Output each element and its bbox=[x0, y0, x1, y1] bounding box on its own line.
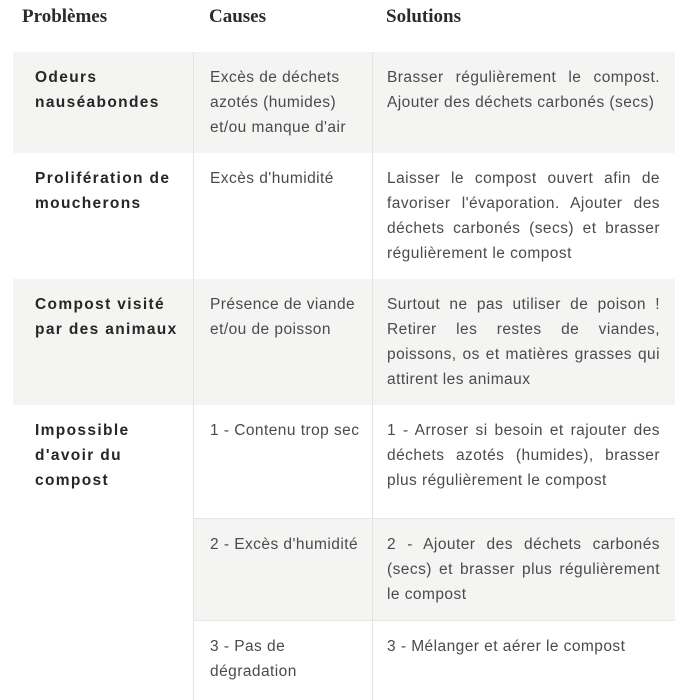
row-left-gutter bbox=[0, 52, 13, 153]
table-row bbox=[0, 52, 675, 153]
cell-solution: 1 - Arroser si besoin et rajouter des déchets azotés (humides), brasser plus régulièrement le compost bbox=[372, 405, 675, 518]
cell-solution: Surtout ne pas utiliser de poison ! Retirer les restes de viandes, poissons, os et matières grasses qui attirent les animaux bbox=[372, 279, 675, 405]
cell-solution: 3 - Mélanger et aérer le compost bbox=[372, 620, 675, 700]
row-left-gutter bbox=[0, 153, 13, 279]
cell-probleme bbox=[13, 620, 193, 700]
row-left-gutter bbox=[0, 620, 13, 700]
table-row bbox=[0, 620, 675, 700]
cell-cause: 2 - Excès d'humidité bbox=[193, 518, 372, 620]
cell-solution: 2 - Ajouter des déchets carbonés (secs) et brasser plus régulièrement le compost bbox=[372, 518, 675, 620]
cell-probleme: Impossible d'avoir du compost bbox=[35, 422, 130, 489]
cell-cause: Présence de viande et/ou de poisson bbox=[193, 279, 372, 405]
cell-probleme: Prolifération de moucherons bbox=[35, 170, 171, 212]
table-row bbox=[0, 153, 675, 279]
table-row bbox=[0, 405, 675, 518]
row-left-gutter bbox=[0, 518, 13, 620]
cell-cause: 1 - Contenu trop sec bbox=[193, 405, 372, 518]
cell-probleme: Compost visité par des animaux bbox=[13, 279, 193, 405]
cell-solution: Brasser régulièrement le compost. Ajouter des déchets carbonés (secs) bbox=[372, 52, 675, 153]
row-left-gutter bbox=[0, 405, 13, 518]
column-header-causes: Causes bbox=[209, 6, 267, 27]
row-left-gutter bbox=[0, 279, 13, 405]
table-header-row bbox=[0, 0, 675, 52]
column-header-problemes: Problèmes bbox=[22, 6, 108, 27]
cell-probleme: Odeurs nauséabondes bbox=[13, 52, 193, 153]
cell-probleme bbox=[13, 518, 193, 620]
cell-solution: Laisser le compost ouvert afin de favoriser l'évaporation. Ajouter des déchets carbonés (secs) et brasser régulièrement le compost bbox=[372, 153, 675, 279]
column-header-solutions: Solutions bbox=[386, 6, 461, 27]
cell-cause: 3 - Pas de dégradation bbox=[193, 620, 372, 700]
cell-cause: Excès d'humidité bbox=[193, 153, 372, 279]
table-row bbox=[0, 518, 675, 620]
table-row bbox=[0, 279, 675, 405]
cell-cause: Excès de déchets azotés (humides) et/ou manque d'air bbox=[193, 52, 372, 153]
